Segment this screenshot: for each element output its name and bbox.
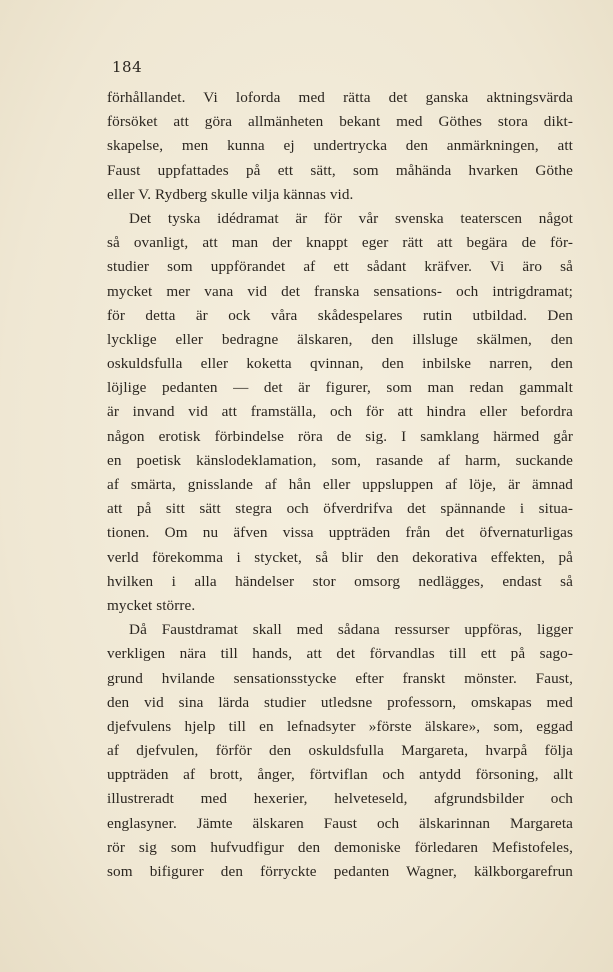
text-line: någon erotisk förbindelse röra de sig. I samklang härmed går: [107, 427, 573, 445]
text-line: försöket att göra allmänheten bekant med Göthes stora dikt-: [107, 113, 573, 131]
text-line: grund hvilande sensationsstycke efter franskt mönster. Faust,: [107, 669, 573, 687]
text-line: oskuldsfulla eller koketta qvinnan, den inbilske narren, den: [107, 355, 573, 373]
text-line: Det tyska idédramat är för vår svenska teaterscen något: [129, 209, 573, 227]
text-line: skapelse, men kunna ej undertrycka den anmärkningen, att: [107, 137, 573, 155]
text-line: af smärta, gnisslande af hån eller uppsluppen af löje, är ämnad: [107, 476, 573, 493]
text-line: för detta är ock våra skådespelares rutin utbildad. Den: [107, 306, 573, 324]
text-line: hvilken i alla händelser stor omsorg nedlägges, endast så: [107, 572, 573, 590]
text-line: verld förekomma i stycket, så blir den dekorativa effekten, på: [107, 548, 573, 566]
text-line: illustreradt med hexerier, helveteseld, afgrundsbilder och: [107, 790, 573, 808]
text-line: så ovanligt, att man der knappt eger rätt att begära de för-: [107, 234, 573, 252]
text-line: eller V. Rydberg skulle vilja kännas vid.: [107, 185, 354, 203]
text-line: Då Faustdramat skall med sådana ressurser uppföras, ligger: [129, 621, 573, 639]
text-line: att på sitt sätt stegra och öfverdrifva det spännande i situa-: [107, 500, 573, 518]
text-line: mycket mer vana vid det franska sensations- och intrigdramat;: [107, 282, 573, 300]
text-line: af djefvulen, förför den oskuldsfulla Margareta, hvarpå följa: [107, 742, 573, 760]
text-line: tionen. Om nu äfven vissa uppträden från det öfvernaturligas: [107, 524, 573, 542]
page-number: 184: [112, 58, 143, 76]
text-line: djefvulens hjelp till en lefnadsyter »förste älskare», som, eggad: [107, 717, 573, 735]
text-line: är invand vid att framställa, och för att hindra eller befordra: [107, 403, 573, 421]
text-line: lycklige eller bedragne älskaren, den illsluge skälmen, den: [107, 330, 573, 348]
text-line: uppträden af brott, ånger, förtviflan och antydd försoning, allt: [107, 766, 573, 784]
text-line: den vid sina lärda studier utledsne professorn, omskapas med: [107, 693, 573, 711]
text-line: Faust uppfattades på ett sätt, som måhända hvarken Göthe: [107, 161, 573, 179]
text-line: englasyner. Jämte älskaren Faust och älskarinnan Margareta: [107, 814, 573, 832]
text-line: studier som uppförandet af ett sådant kräfver. Vi äro så: [107, 258, 573, 276]
text-line: en poetisk känslodeklamation, som, rasande af harm, suckande: [107, 451, 573, 469]
text-line: verkligen nära till hands, att det förvandlas till ett på sago-: [107, 645, 573, 663]
text-line: som bifigurer den förryckte pedanten Wagner, kälkborgarefrun: [107, 863, 573, 880]
text-line: rör sig som hufvudfigur den demoniske förledaren Mefistofeles,: [107, 838, 573, 856]
body-text: [107, 86, 573, 884]
text-line: förhållandet. Vi loforda med rätta det ganska aktningsvärda: [107, 89, 573, 106]
text-line: löjlige pedanten — det är figurer, som man redan gammalt: [107, 379, 573, 397]
text-line: mycket större.: [107, 596, 196, 614]
